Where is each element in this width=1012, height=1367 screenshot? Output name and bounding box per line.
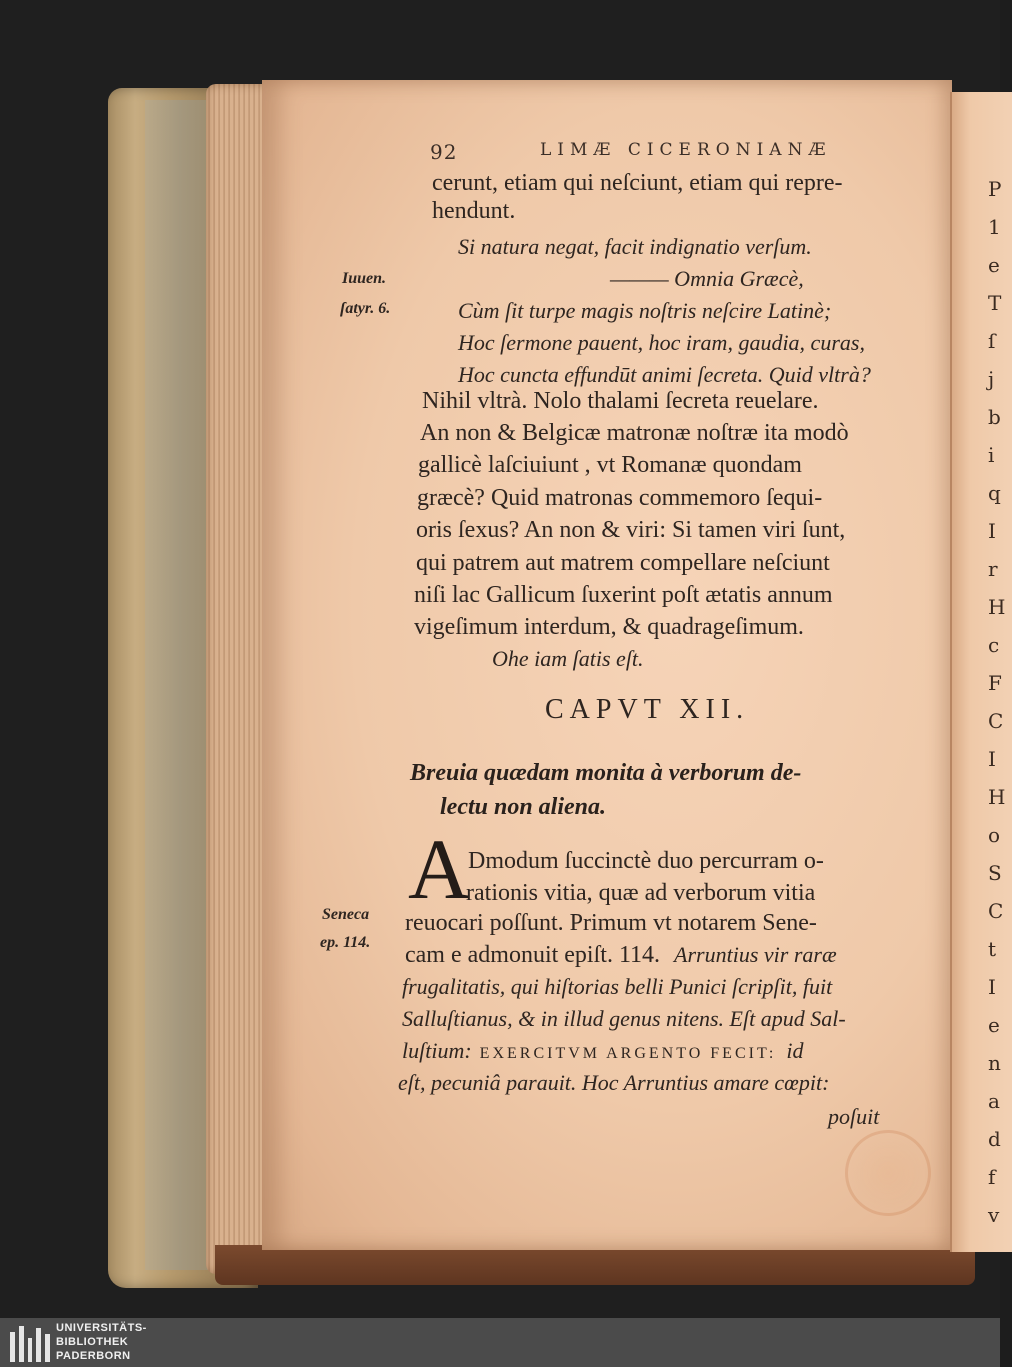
text-run-italic: id [786, 1038, 804, 1063]
facing-page-letter: c [988, 633, 1000, 657]
verse-line: Hoc cunctа effundūt animi ſecreta. Quid vltrà? [458, 362, 871, 387]
facing-page-letter: C [988, 709, 1004, 733]
facing-page-letter: I [988, 975, 996, 999]
running-header [430, 140, 860, 164]
text-line: eſt, pecuniâ parauit. Hoc Arruntius amare cœpit: [398, 1070, 830, 1095]
facing-page-letter: v [988, 1203, 1000, 1227]
facing-page-letter: T [988, 291, 1002, 315]
verse-line: Hoc ſermone pauent, hoc iram, gaudia, curas, [458, 330, 865, 355]
text-line: græcè? Quid matronas commemoro ſequi- [417, 485, 823, 511]
facing-page-letter: b [988, 405, 1001, 429]
book-bottom-edge [215, 1245, 975, 1285]
facing-page-letter: i [988, 443, 995, 467]
facing-page-letter: o [988, 823, 1001, 847]
facing-page-letter: d [988, 1127, 1001, 1151]
verse-line: Cùm ſit turpe magis noſtris neſcire Latinè; [458, 298, 832, 323]
facing-page-letter: f [988, 1165, 996, 1189]
library-name [56, 1321, 147, 1363]
facing-page-letter: a [988, 1089, 1000, 1113]
margin-note-juvenal: Iuuen. [342, 270, 387, 287]
facing-page-letter: j [988, 367, 995, 391]
text-line: cerunt, etiam qui neſciunt, etiam qui repre- [432, 170, 843, 196]
text-line: frugalitatis, qui hiſtorias belli Punici ſcripſit, fuit [402, 974, 833, 999]
facing-page-letter: H [988, 785, 1006, 809]
facing-page-letter: ſ [988, 329, 996, 353]
text-line [402, 1038, 803, 1064]
text-line [405, 942, 837, 969]
drop-cap: A [408, 821, 471, 917]
facing-page-text [988, 170, 1008, 1234]
text-line: oris ſexus? An non & viri: Si tamen viri ſunt, [416, 517, 846, 543]
library-name-line: UNIVERSITÄTS- [56, 1322, 147, 1334]
running-title: LIMÆ CICERONIANÆ [540, 140, 832, 160]
chapter-subtitle: lectu non aliena. [440, 794, 607, 820]
facing-page-letter: H [988, 595, 1006, 619]
text-run-italic: Arruntius vir raræ [674, 942, 837, 967]
facing-page-letter: e [988, 1013, 1000, 1037]
text-run-italic: luſtium: [402, 1038, 472, 1063]
facing-page-letter: n [988, 1051, 1001, 1075]
facing-page-letter: e [988, 253, 1000, 277]
margin-note-seneca-epistle: ep. 114. [320, 934, 371, 951]
facing-page-letter: I [988, 519, 996, 543]
facing-page-letter: C [988, 899, 1004, 923]
text-line: vigeſimum interdum, & quadrageſimum. [414, 614, 804, 640]
facing-page-letter: I [988, 747, 996, 771]
paper-stain [845, 1130, 931, 1216]
text-line: Dmodum ſuccinctè duo percurram o- [468, 848, 824, 874]
text-line: Nihil vltrà. Nolo thalami ſecreta reuelare. [422, 388, 819, 414]
catchword: poſuit [828, 1104, 880, 1129]
closing-verse: Ohe iam ſatis eſt. [492, 646, 644, 671]
text-run-caps: EXERCITVM ARGENTO FECIT: [479, 1045, 777, 1062]
verse-line: ——— Omnia Græcè, [610, 266, 804, 291]
chapter-subtitle: Breuia quædam monita à verborum de- [410, 760, 802, 786]
library-logo-icon [10, 1322, 50, 1362]
facing-page-letter: r [988, 557, 998, 581]
margin-note-seneca: Seneca [322, 906, 370, 923]
facing-page-letter: F [988, 671, 1002, 695]
facing-page-letter: t [988, 937, 997, 961]
library-name-line: BIBLIOTHEK [56, 1336, 129, 1348]
facing-page-letter: q [988, 481, 1001, 505]
facing-page-letter: S [988, 861, 1002, 885]
text-line: hendunt. [432, 198, 516, 224]
text-line: An non & Belgicæ matronæ noſtræ ita modò [420, 420, 849, 446]
text-line: rationis vitia, quæ ad verborum vitia [466, 880, 816, 906]
text-run: cam e admonuit epiſt. 114. [405, 942, 661, 968]
book-spine-lining [145, 100, 215, 1270]
margin-note-juvenal-satire: ſatyr. 6. [340, 300, 391, 317]
text-line: qui patrem aut matrem compellare neſciunt [416, 550, 830, 576]
text-line: niſi lac Gallicum ſuxerint poſt ætatis annum [414, 582, 833, 608]
library-name-line: PADERBORN [56, 1350, 131, 1362]
text-line: gallicè laſciuiunt , vt Romanæ quondam [418, 452, 802, 478]
text-line: reuocari poſſunt. Primum vt notarem Sene- [405, 910, 817, 936]
verse-line: Si natura negat, facit indignatio verſum. [458, 234, 812, 259]
facing-page-letter: P [988, 177, 1002, 201]
chapter-heading: CAPVT XII. [545, 694, 750, 725]
page-number: 92 [430, 140, 458, 164]
text-line: Salluſtianus, & in illud genus nitens. Eſt apud Sal- [402, 1006, 846, 1031]
library-footer [0, 1318, 1000, 1367]
facing-page-letter: 1 [988, 215, 1001, 239]
